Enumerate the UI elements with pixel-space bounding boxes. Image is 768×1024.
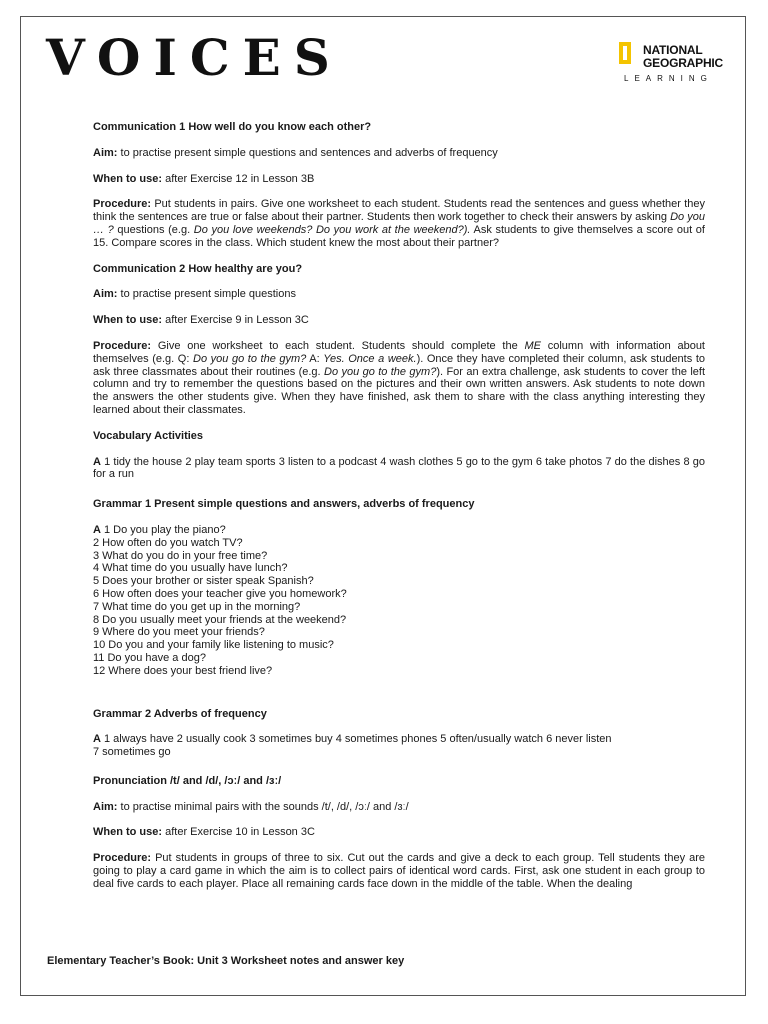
- procedure-paragraph: Procedure: Give one worksheet to each student. Students should complete the ME column with information about themselves (e.g. Q: Do you go to the gym? A: Yes. Once a week.). Once they have completed their column, ask students to ask three classmates about their routines (e.g. Do you go to the gym?). For an extra challenge, ask students to cover the left column and try to remember the questions based on the pictures and their own written answers. Ask students to note down the answers the other students give. When they have finished, ask them to share with the class anything interesting they learned about their classmates.: [93, 339, 706, 416]
- aim-paragraph: Aim: to practise minimal pairs with the sounds /t/, /d/, /ɔː/ and /ɜː/: [93, 800, 409, 813]
- when-to-use-paragraph: When to use: after Exercise 12 in Lesson 3B: [93, 172, 315, 185]
- list-item: 8 Do you usually meet your friends at the weekend?: [93, 613, 347, 626]
- list-item: 10 Do you and your family like listening to music?: [93, 639, 334, 652]
- list-item: 7 What time do you get up in the morning?: [93, 600, 301, 613]
- procedure-paragraph: Procedure: Put students in groups of three to six. Cut out the cards and give a deck to each group. Tell students they are going to play a card game in which the aim is to collect pairs of identical word cards. First, ask one student in each group to deal five cards to each player. Place all remaining cards face down in the middle of the table. When the dealing: [93, 852, 705, 890]
- when-to-use-paragraph: When to use: after Exercise 10 in Lesson 3C: [93, 826, 315, 839]
- section-heading-pronunciation: Pronunciation /t/ and /d/, /ɔː/ and /ɜː/: [93, 774, 282, 787]
- aim-paragraph: Aim: to practise present simple questions: [93, 288, 296, 301]
- worksheet-notes: [93, 121, 705, 904]
- page-footer: Elementary Teacher’s Book: Unit 3 Worksheet notes and answer key: [47, 955, 405, 967]
- section-heading-grammar-1: Grammar 1 Present simple questions and answers, adverbs of frequency: [93, 498, 475, 511]
- vocabulary-answers: A 1 tidy the house 2 play team sports 3 listen to a podcast 4 wash clothes 5 go to the gym 6 take photos 7 do the dishes 8 go for a run: [93, 455, 705, 481]
- list-item: 9 Where do you meet your friends?: [93, 626, 265, 639]
- list-item: 11 Do you have a dog?: [93, 651, 206, 664]
- yellow-border-icon: [619, 42, 631, 64]
- grammar-1-answers: [93, 524, 705, 678]
- section-heading-communication-2: Communication 2 How healthy are you?: [93, 262, 303, 275]
- list-item: 6 How often does your teacher give you homework?: [93, 587, 347, 600]
- list-item: 4 What time do you usually have lunch?: [93, 562, 288, 575]
- when-to-use-paragraph: When to use: after Exercise 9 in Lesson 3C: [93, 314, 309, 327]
- national-geographic-logo: [619, 42, 729, 86]
- section-heading-communication-1: Communication 1 How well do you know each other?: [93, 121, 372, 133]
- logo-sub: LEARNING: [624, 74, 713, 83]
- list-item: 2 How often do you watch TV?: [93, 536, 243, 549]
- list-item: 3 What do you do in your free time?: [93, 549, 268, 562]
- section-heading-grammar-2: Grammar 2 Adverbs of frequency: [93, 707, 267, 720]
- grammar-2-answers: A 1 always have 2 usually cook 3 sometimes buy 4 sometimes phones 5 often/usually watch 6 never listen 7 sometimes go: [93, 733, 612, 759]
- aim-paragraph: Aim: to practise present simple questions and sentences and adverbs of frequency: [93, 146, 498, 159]
- section-heading-vocabulary: Vocabulary Activities: [93, 429, 204, 442]
- brand-title: VOICES: [46, 28, 343, 87]
- list-item: 12 Where does your best friend live?: [93, 664, 273, 677]
- procedure-paragraph: Procedure: Put students in pairs. Give one worksheet to each student. Students read the sentences and guess whether they think the sentences are true or false about their partner. Students then work together to check their answers by asking Do you … ? questions (e.g. Do you love weekends? Do you work at the weekend?). Ask students to give themselves a score out of 15. Compare scores in the class. Which student knew the most about their partner?: [93, 198, 705, 249]
- logo-name: NATIONAL GEOGRAPHIC: [643, 43, 724, 70]
- list-item: 5 Does your brother or sister speak Spanish?: [93, 575, 314, 588]
- list-item: A 1 Do you play the piano?: [93, 523, 226, 536]
